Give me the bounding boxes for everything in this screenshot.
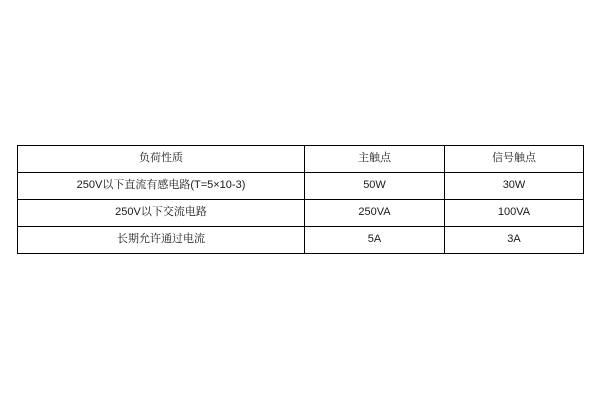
column-header-signal-contact: 信号触点 [445, 146, 584, 173]
cell-signal-contact: 3A [445, 227, 584, 254]
table-row [18, 200, 584, 227]
column-header-load-type: 负荷性质 [18, 146, 305, 173]
table-row [18, 173, 584, 200]
cell-signal-contact: 30W [445, 173, 584, 200]
cell-load-type: 长期允许通过电流 [18, 227, 305, 254]
cell-signal-contact: 100VA [445, 200, 584, 227]
cell-load-type: 250V以下交流电路 [18, 200, 305, 227]
cell-main-contact: 250VA [305, 200, 445, 227]
table-row [18, 227, 584, 254]
cell-main-contact: 5A [305, 227, 445, 254]
column-header-main-contact: 主触点 [305, 146, 445, 173]
spec-table-container [17, 145, 583, 254]
load-specification-table [17, 145, 584, 254]
cell-main-contact: 50W [305, 173, 445, 200]
table-header-row [18, 146, 584, 173]
cell-load-type: 250V以下直流有感电路(T=5×10-3) [18, 173, 305, 200]
